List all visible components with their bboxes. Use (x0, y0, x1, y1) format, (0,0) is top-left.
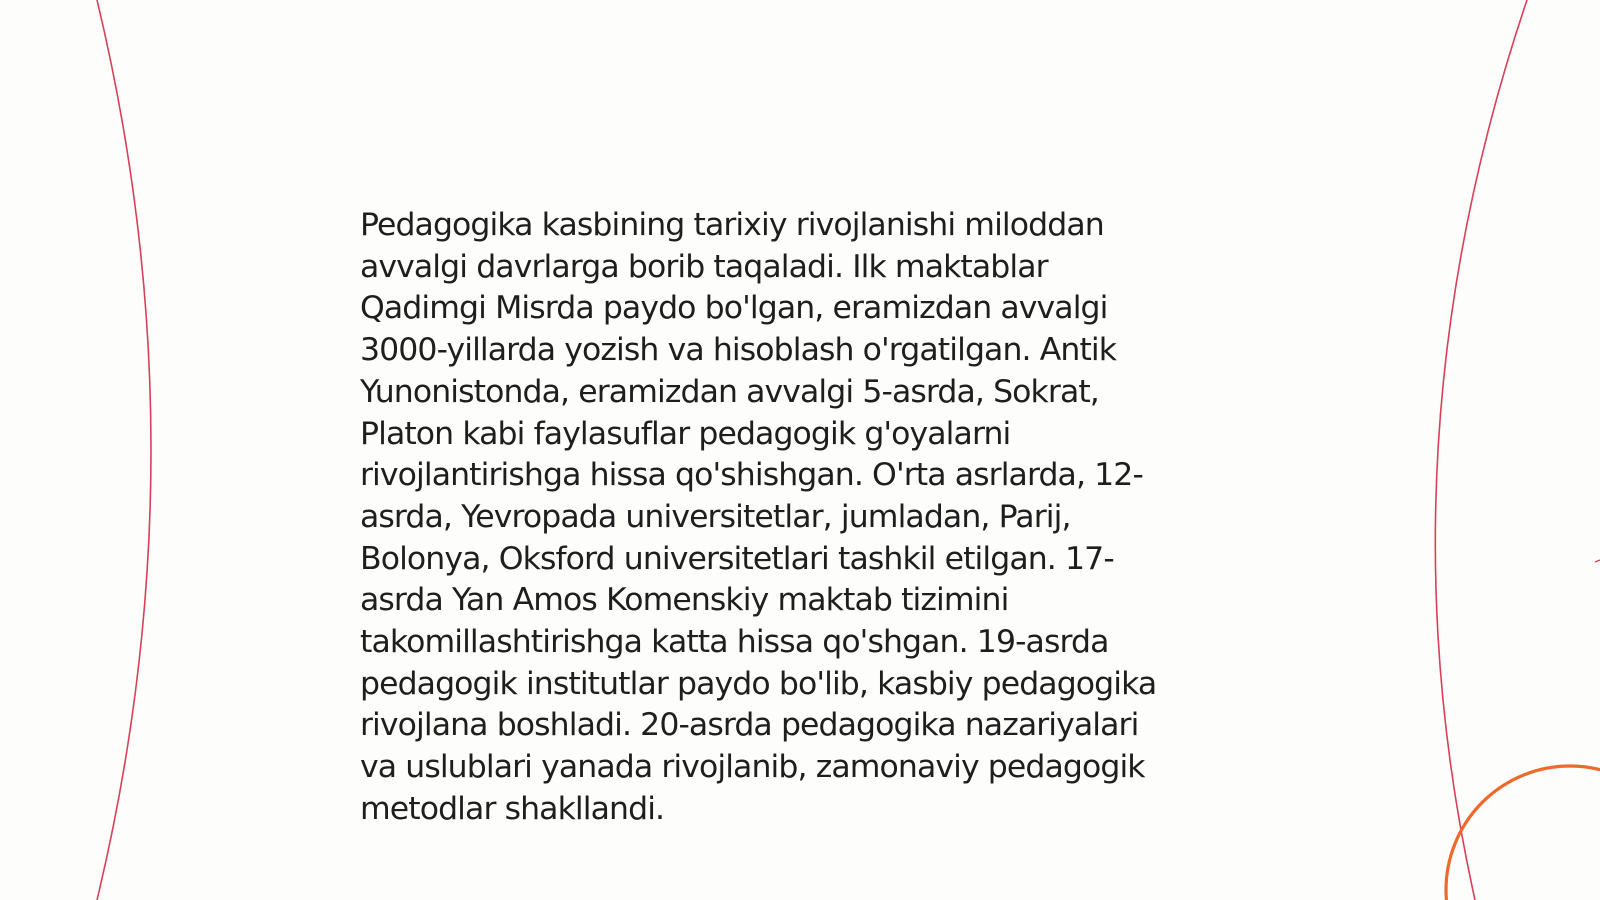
left-arc-line (97, 0, 151, 900)
body-line: 3000-yillarda yozish va hisoblash o'rgatilgan. Antik (360, 332, 1117, 369)
body-line: rivojlana boshladi. 20-asrda pedagogika nazariyalari (360, 707, 1139, 744)
body-line: Pedagogika kasbining tarixiy rivojlanishi miloddan (360, 207, 1104, 243)
body-line: rivojlantirishga hissa qo'shishgan. O'rta asrlarda, 12- (360, 457, 1143, 494)
body-line: asrda, Yevropada universitetlar, jumladan, Parij, (360, 498, 1071, 535)
body-line: Yunonistonda, eramizdan avvalgi 5-asrda, Sokrat, (360, 373, 1099, 410)
body-line: takomillashtirishga katta hissa qo'shgan. 19-asrda (360, 624, 1109, 661)
body-line: pedagogik institutlar paydo bo'lib, kasbiy pedagogika (360, 665, 1157, 702)
body-paragraph (360, 205, 1240, 831)
right-arc-line (1435, 0, 1527, 900)
body-line: va uslublari yanada rivojlanib, zamonaviy pedagogik (360, 749, 1145, 786)
body-line: avvalgi davrlarga borib taqaladi. Ilk maktablar (360, 248, 1048, 285)
orange-circle-outline (1446, 766, 1600, 900)
body-line: Bolonya, Oksford universitetlari tashkil etilgan. 17- (360, 540, 1114, 577)
right-edge-tick (1595, 560, 1600, 562)
body-line: asrda Yan Amos Komenskiy maktab tizimini (360, 582, 1009, 619)
body-line: metodlar shakllandi. (360, 790, 665, 827)
body-line: Platon kabi faylasuflar pedagogik g'oyalarni (360, 415, 1011, 452)
body-line: Qadimgi Misrda paydo bo'lgan, eramizdan avvalgi (360, 290, 1108, 327)
